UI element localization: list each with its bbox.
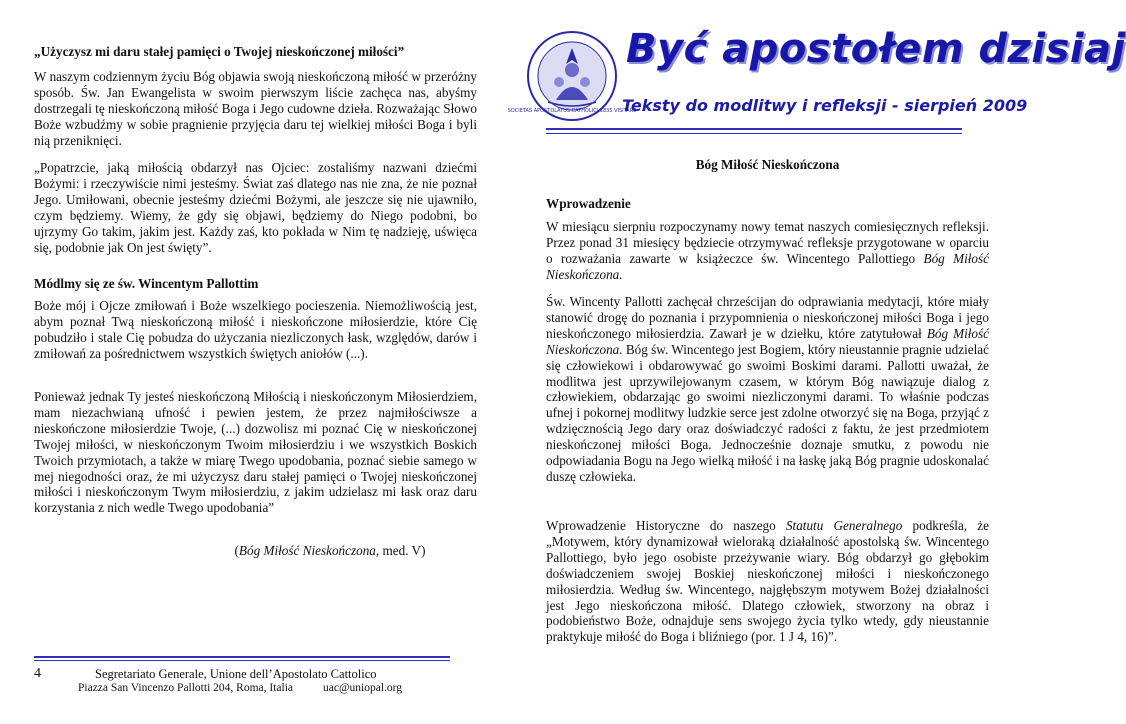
masthead-subtitle: Teksty do modlitwy i refleksji - sierpień 2009 [622,96,1028,115]
seal-text: SOCIETAS APOSTOLATUS CATHOLICI 1835 VISITARE [507,108,637,114]
intro-paragraph-3: Wprowadzenie Historyczne do naszego Statutu Generalnego podkreśla, że „Motywem, który dynamizował wieloraką działalność apostolską św. Wincentego Pallottiego, było jego osobiste przeżywanie wiary. Bóg obdarzył go głębokim doświadczeniem swojej Boskiej nieskończonej miłości i nieskończonego miłosierdzia. Według św. Wincentego, najgłębszym motywem Bożej działalności jest Jego nieskończona miłość. Dlatego człowiek, stworzony na obraz i podobieństwo Boże, odnajduje sens swojego życia tylko wtedy, gdy nieustannie praktykuje miłość do Boga i bliźniego (por. 1 J 4, 16)”. [546,518,989,645]
footer-address: Piazza San Vincenzo Pallotti 204, Roma, Italia [78,682,293,694]
intro-paragraph-2: Św. Wincenty Pallotti zachęcał chrześcijan do odprawiania medytacji, które miały stanowić drogę do poznania i przypomnienia o nieskończonej miłości Boga i jego nieskończonego miłosierdzia. Zawarł je w dziełku, które zatytułował Bóg Miłość Nieskończona. Bóg św. Wincentego jest Bogiem, który nieustannie pragnie udzielać się człowiekowi i obdarowywać go swoimi Boskimi darami. Pallotti uważał, że modlitwa jest uprzywilejowanym czasem, w którym Bóg nawiązuje dialog z człowiekiem, obdarzając go swoimi niezliczonymi darami. To właśnie podczas ufnej i pokornej modlitwy ludzkie serce jest zdolne otworzyć się na Boga, przyjąć z wdzięcznością Jego dary oraz doświadczyć radości z faktu, że jest przedmiotem nieskończonej miłości Boga. Jednocześnie doznaje smutku, z powodu nie odpowiadania Bogu na Jego wielką miłość i na łaskę jaką Bóg pragnie udoskonalać duszę człowieka. [546,294,989,484]
footer-address-line [78,682,402,694]
article-heading: Bóg Miłość Nieskończona [695,157,840,172]
masthead-title: Być apostołem dzisiaj [626,26,1126,72]
footer-email: uac@uniopal.org [323,682,403,694]
prayer-paragraph-1: Boże mój i Ojcze zmiłowań i Boże wszelkiego pocieszenia. Niemożliwością jest, abym poznał Twą nieskończoną miłość i nieskończone miłosierdzie, które Cię pobudziło i stale Cię pobudza do użyczania niezliczonych łask, względów, darów i zmiłowań za pośrednictwem wszystkich świętych aniołów (...). [34,298,477,361]
intro-paragraph-1: W miesiącu sierpniu rozpoczynamy nowy temat naszych comiesięcznych refleksji. Przez ponad 31 miesięcy będziecie otrzymywać refleksje przygotowane w oparciu o rozważania zawarte w książeczce św. Wincentego Pallottiego Bóg Miłość Nieskończona. [546,219,990,282]
intro-heading: Wprowadzenie [546,196,631,211]
left-paragraph-1: W naszym codziennym życiu Bóg objawia swoją nieskończoną miłość w przeróżny sposób. Św. Jan Ewangelista w swoim pierwszym liście zachęca nas, abyśmy dostrzegali tę nieskończoną miłość Boga i Jego cudowne dzieła. Rozważając Słowo Boże wzbudźmy w sobie pragnienie przyjęcia daru tej wielkiej miłości Boga i byli nią przeniknięci. [34,69,477,148]
masthead-divider [546,128,962,130]
masthead-divider-thin [546,133,962,134]
citation: (Bóg Miłość Nieskończona, med. V) [234,543,426,558]
prayer-heading: Módlmy się ze św. Wincentym Pallottim [34,276,259,291]
prayer-paragraph-2: Ponieważ jednak Ty jesteś nieskończoną Miłością i nieskończonym Miłosierdziem, mam niezachwianą ufność i pewien jestem, że przez najmiłościwsze a nieskończone miłosierdzie Twoje, (...) dozwolisz mi poznać Cię w nieskończonej Twojej miłości, w nieskończonym Twoim miłosierdziu i we wszystkich Boskich Twoich przymiotach, a także w miarę Twego upodobania, poznać siebie samego w mej niegodności oraz, że mi użyczysz daru stałej pamięci o Twojej nieskończonej miłości i nieskończonym Twym miłosierdziu, z jakim udzielasz mi łask oraz daru korzystania z nich wedle Twego upodobania” [34,389,477,516]
footer-divider [34,656,450,658]
footer-divider-thin [34,660,450,661]
left-quote-paragraph: „Popatrzcie, jaką miłością obdarzył nas Ojciec: zostaliśmy nazwani dziećmi Bożymi: i rzeczywiście nimi jesteśmy. Świat zaś dlatego nas nie zna, że nie poznał Jego. Umiłowani, obecnie jesteśmy dziećmi Bożymi, ale jeszcze się nie ujawniło, czym będziemy. Wiemy, że gdy się objawi, będziemy do Niego podobni, bo ujrzymy Go takim, jakim jest. Każdy zaś, kto pokłada w Nim tę nadzieję, uświęca się, podobnie jak On jest święty”. [34,160,477,255]
footer-organization: Segretariato Generale, Unione dell’Apostolato Cattolico [95,667,377,681]
apostolate-seal-icon [507,30,637,122]
left-title: „Użyczysz mi daru stałej pamięci o Twojej nieskończonej miłości” [34,44,405,59]
page-number: 4 [34,666,41,681]
